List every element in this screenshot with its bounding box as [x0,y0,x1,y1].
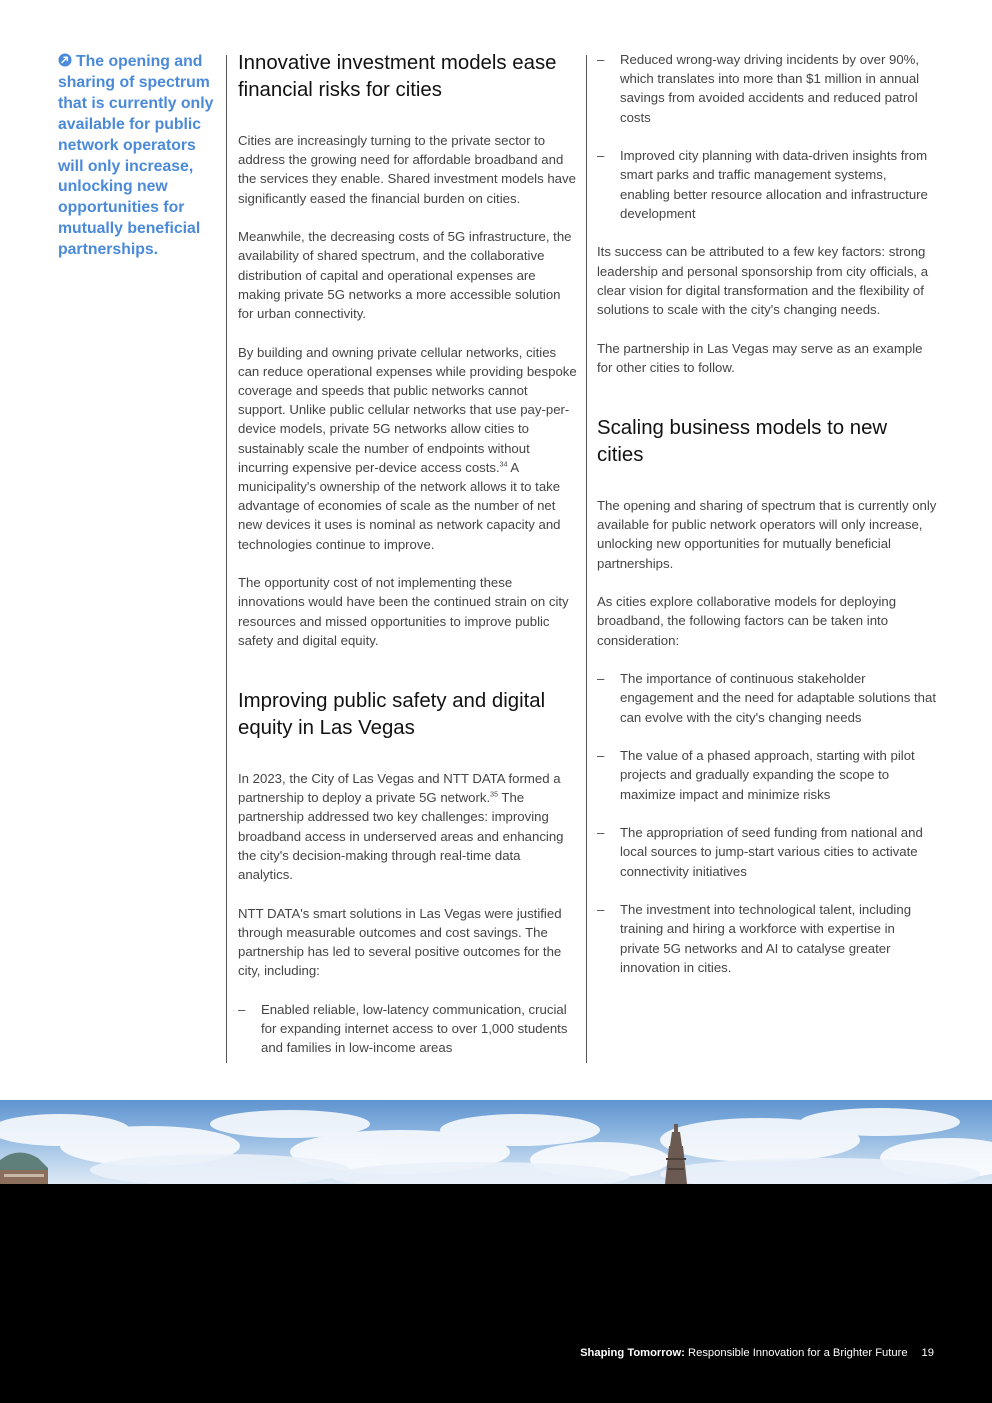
list-item: – The investment into technological talent, including training and hiring a workforce with expertise in private 5G networks and AI to catalyse greater innovation in cities. [597,900,937,977]
footnote-ref: 35 [490,791,498,799]
heading-scaling-models: Scaling business models to new cities [597,417,888,466]
paragraph-footnoted [238,769,578,884]
column-right [597,50,937,977]
list-item: – Reduced wrong-way driving incidents by over 90%, which translates into more than $1 million in annual savings from avoided accidents and reduced patrol costs [597,50,937,127]
paragraph: The opening and sharing of spectrum that is currently only available for public network operators will only increase, unlocking new opportunities for mutually beneficial partnerships. [597,498,937,571]
paragraph-text: In 2023, the City of Las Vegas and NTT DATA formed a partnership to deploy a private 5G network. [238,771,561,806]
outcomes-list-continued [597,50,937,223]
column-divider-left [226,55,227,1063]
heading-las-vegas: Improving public safety and digital equity in Las Vegas [238,690,546,739]
pull-quote [58,52,216,261]
paragraph: The partnership in Las Vegas may serve as an example for other cities to follow. [597,340,923,375]
list-item: – The importance of continuous stakeholder engagement and the need for adaptable solutions that can evolve with the city's changing needs [597,669,937,727]
considerations-list [597,669,937,977]
paragraph: As cities explore collaborative models for deploying broadband, the following factors can be taken into consideration: [597,594,897,648]
list-item: – Improved city planning with data-driven insights from smart parks and traffic management systems, enabling better resource allocation and infrastructure development [597,146,937,223]
list-item: – Enabled reliable, low-latency communication, crucial for expanding internet access to over 1,000 students and families in low-income areas [238,1000,578,1058]
dome-building [0,1152,48,1184]
paragraph-text: By building and owning private cellular networks, cities can reduce operational expenses while providing bespoke coverage and speeds that public networks cannot support. Unlike public cellular networks that use pay-per-device models, private 5G networks allow cities to sustainably scale the number of endpoints without incurring expensive per-device access costs. [238,344,577,475]
share-icon [58,53,72,67]
paragraph: Meanwhile, the decreasing costs of 5G infrastructure, the availability of shared spectrum, and the collaborative distribution of capital and operational expenses are making private 5G networks a more accessible solution for urban connectivity. [238,229,572,322]
paragraph: The opportunity cost of not implementing these innovations would have been the continued strain on city resources and missed opportunities to improve public safety and digital equity. [238,575,569,648]
page-footer [580,1347,934,1359]
footer-title: Responsible Innovation for a Brighter Future [684,1347,908,1359]
footer-title-bold: Shaping Tomorrow: [580,1347,685,1359]
column-middle [238,50,578,1057]
paragraph-text: A municipality's ownership of the network allows it to take advantage of economies of scale as the number of net new devices it uses is nominal as network capacity and technologies continue to improve. [238,459,561,552]
list-item: – The appropriation of seed funding from national and local sources to jump-start various cities to activate connectivity initiatives [597,823,937,881]
page-number: 19 [921,1347,934,1359]
paragraph: Its success can be attributed to a few key factors: strong leadership and personal sponsorship from city officials, a clear vision for digital transformation and the flexibility of solutions to scale with the city's changing needs. [597,244,929,318]
skyline-illustration [0,1100,992,1184]
column-divider-right [586,55,587,1063]
footer-band [0,1184,992,1403]
pull-quote-text: The opening and sharing of spectrum that is currently only available for public network operators will only increase, unlocking new opportunities for mutually beneficial partnerships. [58,53,214,259]
list-item: – The value of a phased approach, starting with pilot projects and gradually expanding the scope to maximize impact and minimize risks [597,746,937,804]
las-vegas-skyline-photo [0,1100,992,1184]
paragraph: NTT DATA's smart solutions in Las Vegas were justified through measurable outcomes and cost savings. The partnership has led to several positive outcomes for the city, including: [238,905,562,979]
paragraph: Cities are increasingly turning to the private sector to address the growing need for affordable broadband and the services they enable. Shared investment models have significantly eased the financial burden on cities. [238,133,576,206]
footnote-ref: 34 [499,461,508,469]
paragraph-text: The partnership addressed two key challenges: improving broadband access in underserved areas and enhancing the city's decision-making through real-time data analytics. [238,790,564,883]
paragraph-footnoted [238,343,578,554]
heading-investment-models: Innovative investment models ease financial risks for cities [238,52,557,101]
outcomes-list [238,1000,578,1058]
